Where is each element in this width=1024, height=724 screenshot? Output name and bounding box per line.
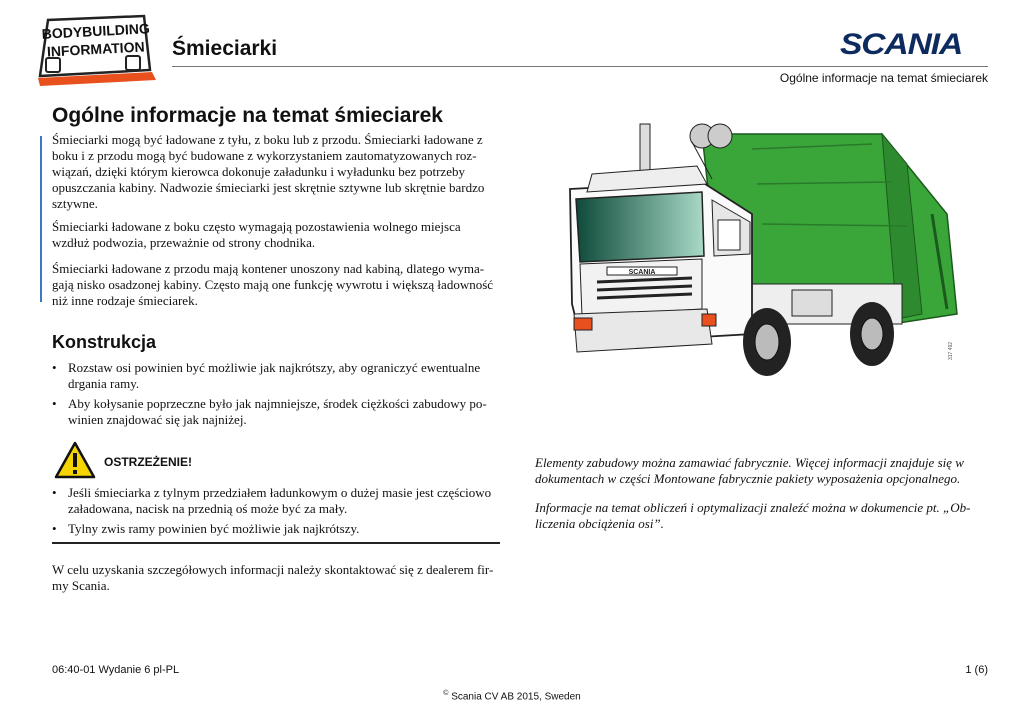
note-paragraph-1: Elementy zabudowy można zamawiać fabrycznie. Więcej informacji znajduje się w dokumentach w części Montowane fabrycznie pakiety wyposażenia opcjonalnego. [535, 455, 964, 486]
warning-title: OSTRZEŻENIE! [104, 455, 193, 469]
intro-paragraph-1: Śmieciarki mogą być ładowane z tyłu, z boku lub z przodu. Śmieciarki ładowane z boku i z przodu mogą być budowane z wykorzystaniem zautomatyzowanych roz-wiązań, dzięki którym kierowca dokonuje załadunku i wyładunku bez potrzeby opuszczania kabiny. Nadwozie śmieciarki jest skrętnie sztywne lub skrętnie bardzo sztywne. [52, 132, 485, 211]
footer-copyright [0, 690, 1024, 702]
note-paragraph-2: Informacje na temat obliczeń i optymalizacji znaleźć można w dokumencie pt. „Ob-liczenia obciążenia osi”. [535, 500, 971, 531]
list-item: • Rozstaw osi powinien być możliwie jak najkrótszy, aby ograniczyć ewentualne drgania ramy. [52, 360, 500, 392]
list-item: • Jeśli śmieciarka z tylnym przedziałem ładunkowym o dużej masie jest częściowo załadowana, nacisk na przednią oś może być za mały. [52, 485, 500, 517]
garbage-truck-illustration [552, 104, 964, 384]
list-item: • Aby kołysanie poprzeczne było jak najmniejsze, środek ciężkości zabudowy po-winien znajdować się jak najniżej. [52, 396, 500, 428]
intro-paragraph-3: Śmieciarki ładowane z przodu mają kontener unoszony nad kabiną, dlatego wyma-gają nisko osadzonej kabiny. Często mają one funkcję wywrotu i większą ładowność niż inne rodzaje śmieciarek. [52, 261, 494, 308]
warning-divider [52, 542, 500, 544]
svg-text:BODYBUILDING: BODYBUILDING [41, 20, 151, 42]
construction-list [52, 360, 500, 432]
copyright-symbol: © [443, 690, 449, 697]
svg-text:SCANIA: SCANIA [628, 269, 656, 276]
scania-logo: SCANIA [840, 28, 963, 61]
copyright-text: Scania CV AB 2015, Sweden [451, 691, 581, 703]
header-title: Śmieciarki [172, 37, 278, 60]
list-item: • Tylny zwis ramy powinien być możliwie jak najkrótszy. [52, 521, 500, 537]
contact-paragraph: W celu uzyskania szczegółowych informacji należy skontaktować się z dealerem fir-my Scania. [52, 562, 494, 593]
svg-text:INFORMATION: INFORMATION [46, 38, 145, 60]
header-divider [172, 66, 988, 67]
bodybuilding-information-logo [36, 14, 158, 88]
section-title: Konstrukcja [52, 332, 157, 352]
intro-paragraph-2: Śmieciarki ładowane z boku często wymagają pozostawienia wolnego miejsca wzdłuż podwozia, przeważnie od strony chodnika. [52, 219, 461, 250]
footer-page-number: 1 (6) [965, 664, 988, 676]
footer-document-id: 06:40-01 Wydanie 6 pl-PL [52, 664, 180, 676]
warning-list [52, 485, 500, 541]
header-subtitle: Ogólne informacje na temat śmieciarek [779, 71, 988, 85]
change-bar [40, 136, 42, 302]
page-title: Ogólne informacje na temat śmieciarek [52, 104, 443, 127]
warning-triangle-icon [54, 441, 96, 479]
image-code: 317 492 [948, 341, 954, 360]
